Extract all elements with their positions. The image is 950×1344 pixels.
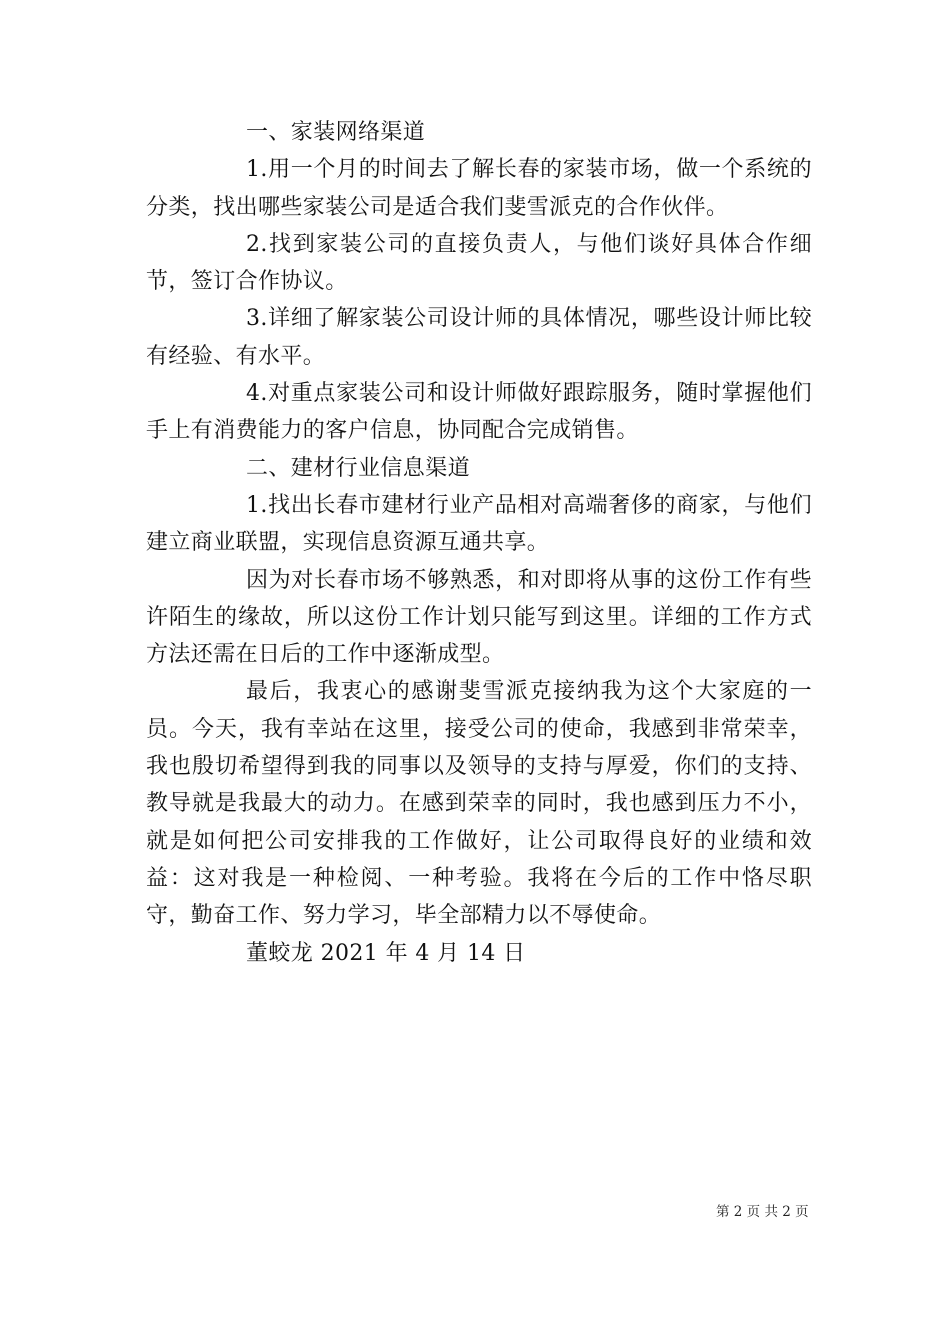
section-1-item-3: 3.详细了解家装公司设计师的具体情况，哪些设计师比较有经验、有水平。	[146, 306, 812, 369]
section-heading-home-decoration: 一、家装网络渠道	[246, 120, 426, 145]
signature-date: 董蛟龙 2021 年 4 月 14 日	[246, 940, 526, 966]
section-2-item-1: 1.找出长春市建材行业产品相对高端奢侈的商家，与他们建立商业联盟，实现信息资源互通共享。	[146, 492, 812, 556]
section-1-item-4: 4.对重点家装公司和设计师做好跟踪服务，随时掌握他们手上有消费能力的客户信息，协同配合完成销售。	[146, 381, 812, 444]
document-body	[146, 114, 812, 972]
section-1-item-2: 2.找到家装公司的直接负责人，与他们谈好具体合作细节，签订合作协议。	[146, 231, 812, 295]
section-1-item-1: 1.用一个月的时间去了解长春的家装市场，做一个系统的分类，找出哪些家装公司是适合我们斐雪派克的合作伙伴。	[146, 157, 812, 220]
closing-paragraph-2: 最后，我衷心的感谢斐雪派克接纳我为这个大家庭的一员。今天，我有幸站在这里，接受公司的使命，我感到非常荣幸，我也殷切希望得到我的同事以及领导的支持与厚爱，你们的支持、教导就是我最大的动力。在感到荣幸的同时，我也感到压力不小，就是如何把公司安排我的工作做好，让公司取得良好的业绩和效益：这对我是一种检阅、一种考验。我将在今后的工作中恪尽职守，勤奋工作、努力学习，毕全部精力以不辱使命。	[146, 679, 812, 929]
section-heading-building-materials: 二、建材行业信息渠道	[246, 455, 471, 481]
page-number: 第 2 页 共 2 页	[716, 1204, 809, 1220]
closing-paragraph-1: 因为对长春市场不够熟悉，和对即将从事的这份工作有些许陌生的缘故，所以这份工作计划只能写到这里。详细的工作方式方法还需在日后的工作中逐渐成型。	[146, 567, 812, 668]
